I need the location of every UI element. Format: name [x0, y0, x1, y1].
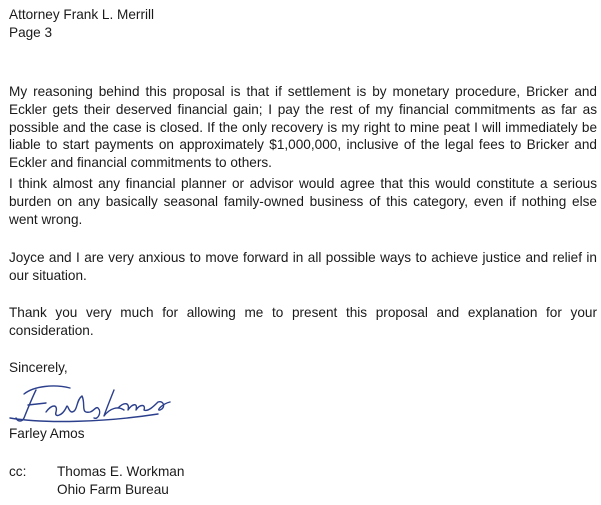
cc-label: cc: — [9, 464, 27, 479]
paragraph-justice: Joyce and I are very anxious to move forward in all possible ways to achieve justice and relief in our situation. — [9, 250, 597, 283]
letter-header — [9, 6, 154, 42]
closing-salutation: Sincerely, — [9, 360, 68, 375]
addressee-line: Attorney Frank L. Merrill — [9, 7, 155, 22]
cc-recipient: Thomas E. Workman — [57, 464, 185, 479]
paragraph-thanks: Thank you very much for allowing me to present this proposal and explanation for your consideration. — [9, 305, 597, 338]
paragraph-reasoning: My reasoning behind this proposal is that if settlement is by monetary procedure, Bricker and Eckler gets their deserved financial gain; I pay the rest of my financial commitments as far as possible and the case is closed. If the only recovery is my right to mine peat I will immediately be liable to start payments on approximately $1,000,000, inclusive of the legal fees to Bricker and Eckler and financial commitments to others. — [9, 84, 597, 171]
cc-recipients — [57, 463, 184, 499]
signer-name: Farley Amos — [9, 426, 85, 441]
paragraph-financial-burden: I think almost any financial planner or advisor would agree that this would constitute a serious burden on any basically seasonal family-owned business of this category, even if nothing else went wrong. — [9, 176, 597, 227]
handwritten-signature — [6, 378, 176, 426]
page-number: Page 3 — [9, 24, 53, 40]
cc-recipient: Ohio Farm Bureau — [57, 481, 169, 497]
